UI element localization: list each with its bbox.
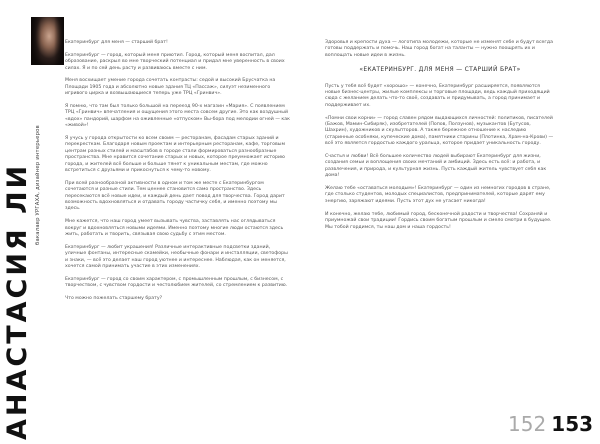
author-role-vertical: бакалавр УРГАХА, дизайнер интерьеров — [35, 125, 41, 245]
author-portrait — [31, 17, 64, 65]
paragraph: Екатеринбург для меня — старший брат! — [65, 40, 168, 45]
paragraph: Здоровья и крепости духа — логотипа молодежи, которые не изменят себе и будут всегда готовы поддержать и помочь. Наш город богат на таланты — нужно поощрять их и воплощать новые идеи в жизнь. — [325, 40, 553, 58]
paragraph: Екатеринбург — любит украшения! Различные интерактивные подсветки зданий, уличные фонтаны, интересные скамейки, необычные фонари и инсталляции, светофоры и знаки, — всё это делает наш город уютнее и интереснее. Наблюдая, как он меняется, хочется самой принимать участие в этих изменениях. — [65, 244, 288, 270]
paragraph: Меня восхищает умение города сочетать контрасты: седой и высокий Брусчатка на Площади 1905 года и абсолютно новые здания ТЦ «Пассаж», силуэт незименного игривого цирка и возвышающиеся теперь уже ТРЦ «Гринвич». — [65, 78, 276, 97]
paragraph: Счастья и любви! Всё большее количество людей выбирают Екатеринбург для жизни, создания семьи и воплощения своих мечтаний и амбиций. Здесь есть всё: и работа, и развлечения, и природа, и культурная жизнь. Пусть каждый житель чувствует себя как дома! — [325, 154, 547, 179]
text-column-right — [325, 40, 555, 237]
pull-quote: «ЕКАТЕРИНБУРГ. ДЛЯ МЕНЯ — СТАРШИЙ БРАТ» — [359, 66, 521, 74]
paragraph: Желаю тебе «оставаться молодым»! Екатеринбург — один из немногих городов в стране, где столько студентов, молодых специалистов, предпринимателей, которые дарят ему энергию, заряжают идеями. Пусть этот дух не угасает никогда! — [325, 186, 551, 204]
text-column-left — [65, 40, 291, 309]
paragraph: Что можно пожелать старшему брату? — [65, 296, 163, 302]
paragraph: «Помни свои корни» — город славен рядом выдающихся личностей: политиков, писателей (Бажов, Мамин-Сибиряк), изобретателей (Попов, Ползунов), музыкантов (Бутусов, Шахрин), художников и скульпторов. А также бережное отношение к наследию (старинные особняки, купеческие дома), памятники старины (Плотинка, Храм-на-Крови) — всё это является гордостью каждого уральца, которое придает уникальность городу. — [325, 115, 554, 147]
page-number-right: 153 — [551, 412, 594, 436]
paragraph: Мне кажется, что наш город умеет вызывать чувства, заставлять нас оглядываться вокруг и вдохновляться новыми идеями. Именно поэтому многие люди остаются здесь жить, работать и творить, связывая свою судьбу с этим местом. — [65, 219, 284, 238]
paragraph: Пусть у тебя всё будет «хорошо» — конечно, Екатеринбург расширяется, появляются новые бизнес-центры, жилые комплексы и торговые площади, ведь каждый приходящий сюда с желанием делать что-то своё, создавать и придумывать, а город принимает и поддерживает их. — [325, 83, 550, 108]
paragraph: Екатеринбург — город со своим характером, с промышленным прошлым, с бизнесом, с творчеством, с чувством гордости и честолюбием жителей, со стремлением к развитию. — [65, 276, 288, 289]
author-name: АНАСТАСИЯ ЛИ — [2, 162, 33, 440]
paragraph: И конечно, желаю тебе, любимый город, бесконечной радости и творчества! Сохраняй и приумножай свои традиции! Гордись своим богатым прошлым и смело смотри в будущее. Мы тобой гордимся, ты наш дом и наша гордость! — [325, 211, 552, 230]
page-number-left: 152 — [508, 412, 547, 436]
paragraph: При всей разнообразной активности в одном и том же месте с Екатеринбургом сочетаются и разные стили. Тем ценнее становится само пространство. Здесь пересекаются всё новые идеи, и каждый день дает повод для творчества. Город дарит возможность вдохновляться и отдавать городу частичку себя, и именно поэтому мы здесь. — [65, 180, 285, 212]
paragraph: Я помню, что там был только большой на переезд 90-х магазин «Мария». С появлением ТРЦ «Гринвич» впечатления и ощущения этого места совсем другие. Это как воздушный «вдох» пандорий, шарфом на оживленные «отпуском» Вы-бора под мелодии огней — как «живой»! — [65, 104, 290, 129]
paragraph: Я учусь у города открытости ко всем своим — ресторанам, фасадам старых зданий и перекресткам. Благодаря новым проектам и интерьерным ресторанам, кафе, торговым центрам разных стилей и масштабов в городе стали формироваться разнообразные пространства. Мне нравится сочетание старых и новых, которое преумножает историю города, и жителей всё больше и больше тянет к уникальным местам, где можно встретиться с друзьями и прикоснуться к чему-то новому. — [65, 136, 285, 174]
page-numbers — [508, 413, 593, 435]
author-name-vertical — [2, 163, 34, 440]
paragraph: Екатеринбург — город, который меня приютил. Город, который меня воспитал, дал образование, раскрыл во мне творческий потенциал и придал мне уверенность в своих силах. Я и по сей день расту и развиваюсь вместе с ним. — [65, 52, 285, 71]
